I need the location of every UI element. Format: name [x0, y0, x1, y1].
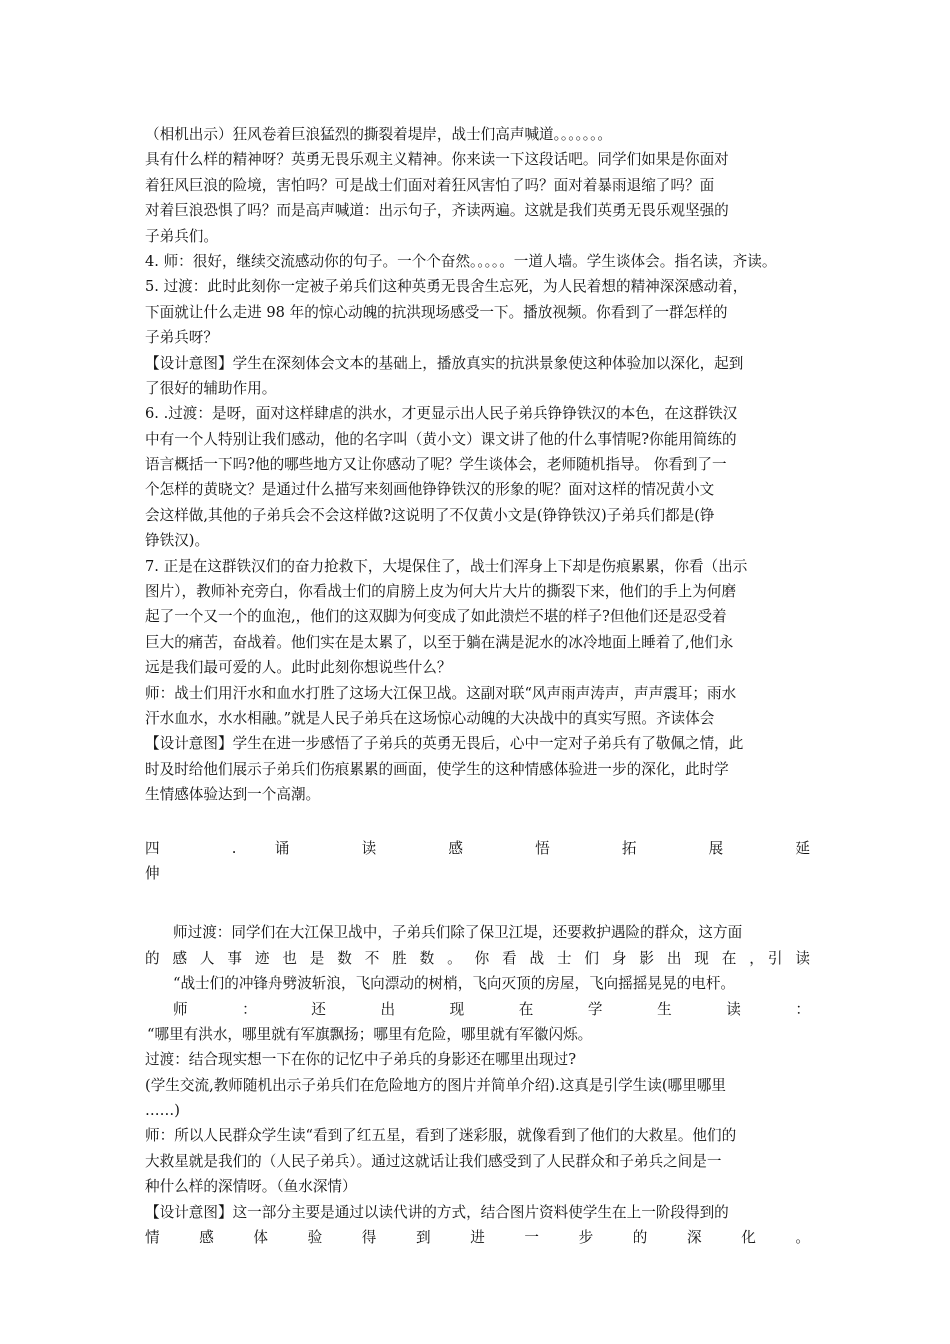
text-line: 【设计意图】学生在深刻体会文本的基础上，播放真实的抗洪景象使这种体验加以深化，起到 — [145, 354, 744, 372]
text-line: 语言概括一下吗?他的哪些地方又让你感动了呢？学生谈体会，老师随机指导。 你看到了一 — [145, 456, 727, 474]
text-line: 师：所以人民群众学生读“看到了红五星，看到了迷彩服，就像看到了他们的大救星。他们的 — [145, 1127, 737, 1145]
text-line: 中有一个人特别让我们感动，他的名字叫（黄小文）课文讲了他的什么事情呢?你能用简练的 — [145, 430, 737, 448]
text-line: 师 ： 还 出 现 在 学 生 读 ： — [173, 1000, 810, 1018]
text-line: “哪里有洪水，哪里就有军旗飘扬；哪里有危险，哪里就有军徽闪烁。 — [147, 1025, 593, 1043]
section-heading-continued: 伸 — [145, 864, 160, 882]
text-line: 种什么样的深情呀。（鱼水深情） — [145, 1178, 357, 1196]
text-line: 4. 师：很好，继续交流感动你的句子。一个个奋然。。。。。一道人墙。学生谈体会。指名读，齐读。 — [145, 252, 777, 270]
text-line: 师：战士们用汗水和血水打胜了这场大江保卫战。这副对联“风声雨声涛声，声声震耳；雨水 — [145, 684, 737, 702]
spacer — [145, 886, 810, 920]
text-line: 着狂风巨浪的险境，害怕吗？可是战士们面对着狂风害怕了吗？面对着暴雨退缩了吗？面 — [145, 176, 715, 194]
text-line: 铮铁汉)。 — [145, 532, 210, 550]
text-line: 子弟兵们。 — [145, 227, 218, 245]
text-line: 生情感体验达到一个高潮。 — [145, 786, 321, 804]
document-page — [145, 122, 810, 1250]
text-line: ……) — [145, 1102, 180, 1120]
text-line: 5. 过渡：此时此刻你一定被子弟兵们这种英勇无畏舍生忘死，为人民着想的精神深深感动着， — [145, 278, 748, 296]
text-line: （相机出示）狂风卷着巨浪猛烈的撕裂着堤岸，战士们高声喊道。。。。。。。 — [145, 126, 612, 143]
spacer — [145, 808, 810, 836]
text-line: 了很好的辅助作用。 — [145, 379, 277, 397]
text-line: 7. 正是在这群铁汉们的奋力抢救下，大堤保住了，战士们浑身上下却是伤痕累累，你看（出示 — [145, 557, 748, 575]
text-line: 过渡：结合现实想一下在你的记忆中子弟兵的身影还在哪里出现过? — [145, 1051, 577, 1069]
text-line: 的 感 人 事 迹 也 是 数 不 胜 数 。 你 看 战 士 们 身 影 出 现 在 ，引 读 — [145, 949, 810, 967]
text-line: 起了一个又一个的血泡,，他们的这双脚为何变成了如此溃烂不堪的样子?但他们还是忍受着 — [145, 608, 727, 626]
text-line: 子弟兵呀？ — [145, 329, 218, 347]
text-line: 对着巨浪恐惧了吗？而是高声喊道：出示句子，齐读两遍。这就是我们英勇无畏乐观坚强的 — [145, 202, 729, 220]
text-line: 【设计意图】这一部分主要是通过以读代讲的方式，结合图片资料使学生在上一阶段得到的 — [145, 1203, 729, 1221]
text-line: 师过渡：同学们在大江保卫战中，子弟兵们除了保卫江堤，还要救护遇险的群众，这方面 — [173, 924, 743, 942]
section-heading: 四 . 诵 读 感 悟 拓 展 延 — [145, 839, 810, 857]
text-line: 时及时给他们展示子弟兵们伤痕累累的画面，使学生的这种情感体验进一步的深化，此时学 — [145, 760, 729, 778]
text-line: 远是我们最可爱的人。此时此刻你想说些什么？ — [145, 659, 452, 677]
text-line: 6. .过渡：是呀，面对这样肆虐的洪水，才更显示出人民子弟兵铮铮铁汉的本色，在这群铁汉 — [145, 405, 738, 423]
text-line: 【设计意图】学生在进一步感悟了子弟兵的英勇无畏后，心中一定对子弟兵有了敬佩之情，此 — [145, 735, 744, 753]
text-line: “战士们的冲锋舟劈波斩浪，飞向漂动的树梢，飞向灭顶的房屋，飞向摇摇晃晃的电杆。 — [173, 975, 736, 993]
text-line: 个怎样的黄晓文？是通过什么描写来刻画他铮铮铁汉的形象的呢？面对这样的情况黄小文 — [145, 481, 715, 499]
text-line: 巨大的痛苦，奋战着。他们实在是太累了，以至于躺在满是泥水的冰冷地面上睡着了,他们永 — [145, 633, 734, 651]
text-line: 图片），教师补充旁白，你看战士们的肩膀上皮为何大片大片的撕裂下来，他们的手上为何磨 — [145, 583, 737, 601]
text-line: 汗水血水，水水相融。”就是人民子弟兵在这场惊心动魄的大决战中的真实写照。齐读体会 — [145, 709, 715, 727]
text-line: 会这样做,其他的子弟兵会不会这样做?这说明了不仅黄小文是(铮铮铁汉)子弟兵们都是(铮 — [145, 506, 715, 524]
text-line: 下面就让什么走进 98 年的惊心动魄的抗洪现场感受一下。播放视频。你看到了一群怎样的 — [145, 303, 728, 321]
text-line: (学生交流,教师随机出示子弟兵们在危险地方的图片并简单介绍).这真是引学生读(哪里哪里 — [145, 1076, 726, 1094]
text-line: 情 感 体 验 得 到 进 一 步 的 深 化 。 — [145, 1229, 810, 1247]
text-line: 大救星就是我们的（人民子弟兵）。通过这就话让我们感受到了人民群众和子弟兵之间是一 — [145, 1152, 722, 1170]
text-line: 具有什么样的精神呀？英勇无畏乐观主义精神。你来读一下这段话吧。同学们如果是你面对 — [145, 151, 729, 169]
